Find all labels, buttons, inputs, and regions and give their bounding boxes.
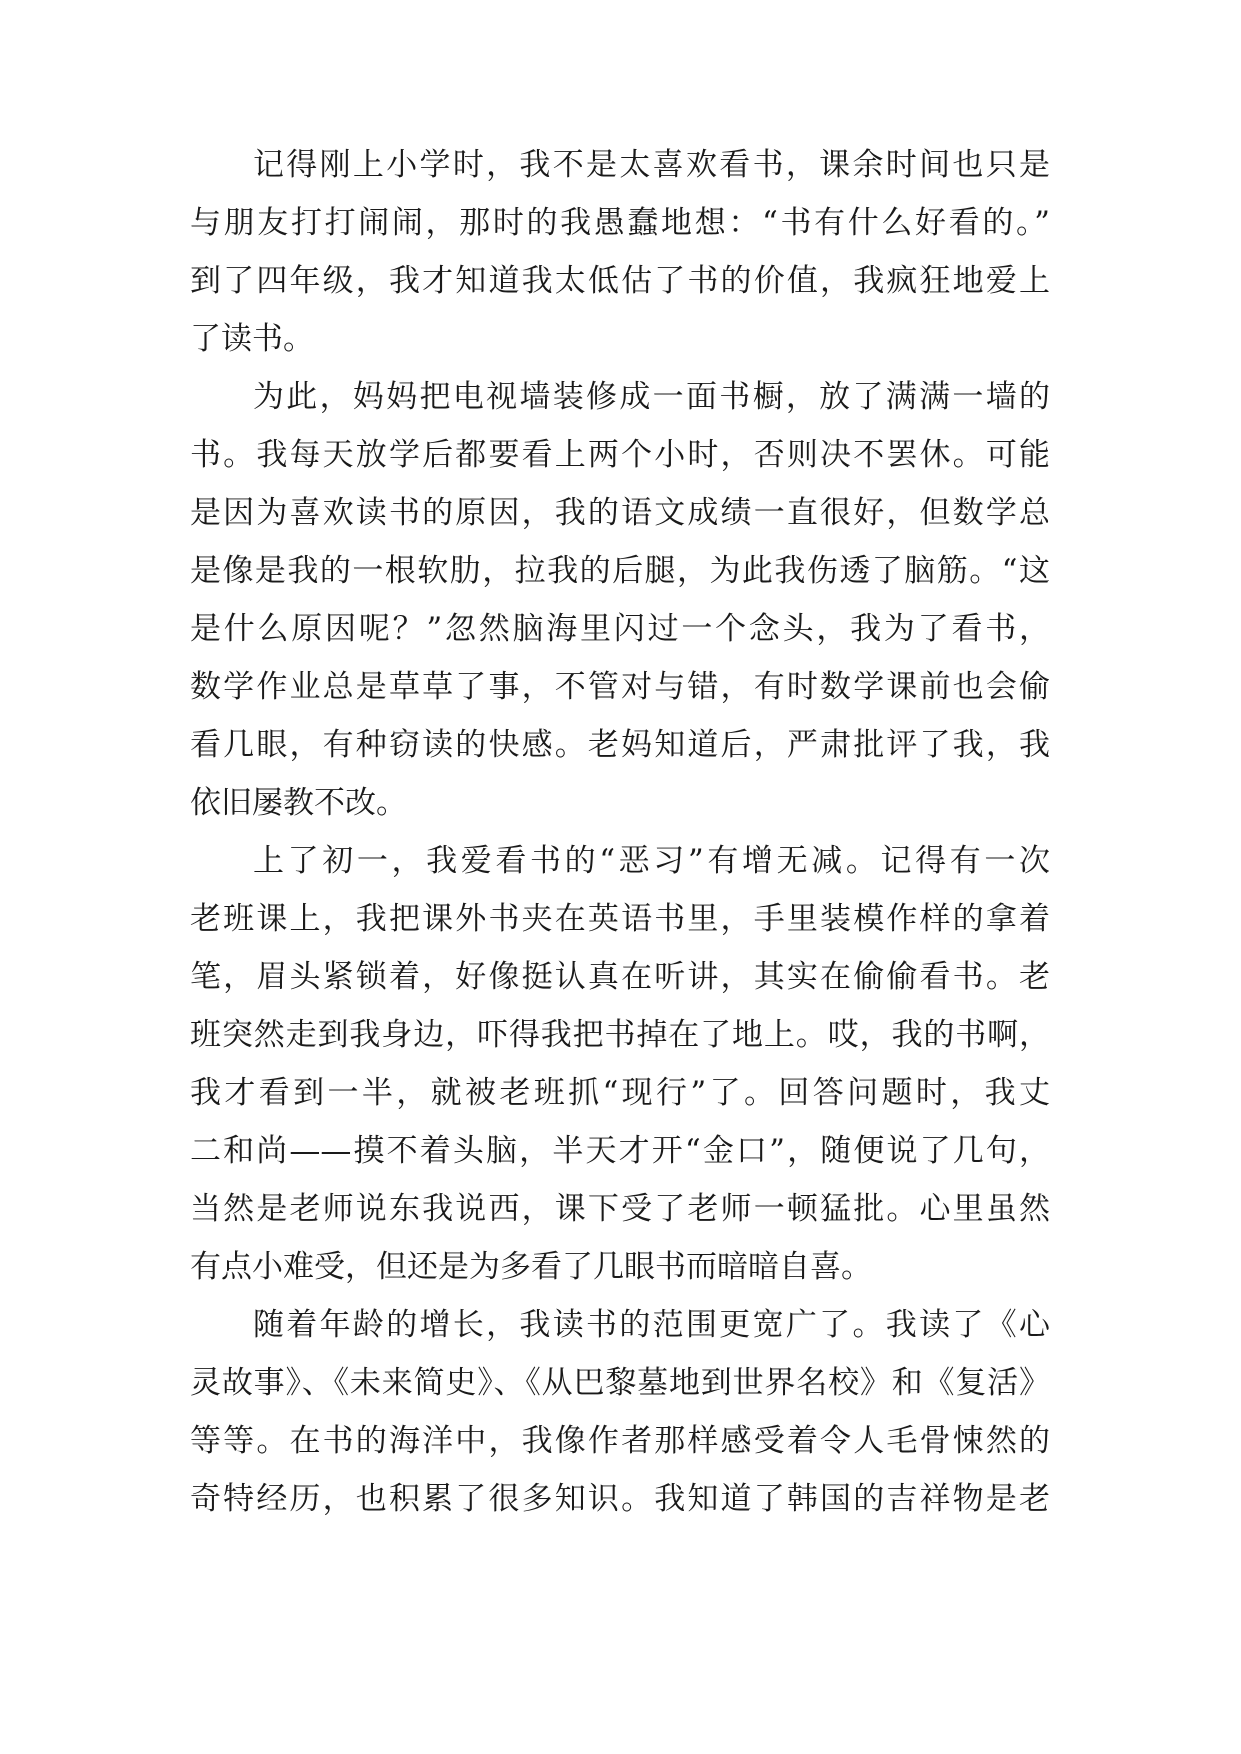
text-line: 为此，妈妈把电视墙装修成一面书橱，放了满满一墙的	[253, 379, 1050, 415]
text-line: 了读书。	[190, 321, 314, 357]
text-line: 老班课上，我把课外书夹在英语书里，手里装模作样的拿着	[190, 901, 1050, 937]
text-line: 书。我每天放学后都要看上两个小时，否则决不罢休。可能	[190, 437, 1050, 473]
text-line: 奇特经历，也积累了很多知识。我知道了韩国的吉祥物是老	[190, 1481, 1050, 1517]
text-line: 等等。在书的海洋中，我像作者那样感受着令人毛骨悚然的	[190, 1423, 1050, 1459]
text-line: 二和尚——摸不着头脑，半天才开“金口”，随便说了几句，	[190, 1133, 1050, 1169]
text-line: 是因为喜欢读书的原因，我的语文成绩一直很好，但数学总	[190, 495, 1050, 531]
text-line: 随着年龄的增长，我读书的范围更宽广了。我读了《心	[253, 1307, 1050, 1343]
text-line: 上了初一，我爱看书的“恶习”有增无减。记得有一次	[253, 843, 1050, 879]
text-line: 班突然走到我身边，吓得我把书掉在了地上。哎，我的书啊，	[190, 1017, 1050, 1053]
text-line: 灵故事》、《未来简史》、《从巴黎墓地到世界名校》和《复活》	[190, 1365, 1050, 1401]
text-line: 笔，眉头紧锁着，好像挺认真在听讲，其实在偷偷看书。老	[190, 959, 1050, 995]
text-line: 我才看到一半，就被老班抓“现行”了。回答问题时，我丈	[190, 1075, 1050, 1111]
text-line: 有点小难受，但还是为多看了几眼书而暗暗自喜。	[190, 1249, 872, 1285]
text-line: 依旧屡教不改。	[190, 785, 407, 821]
text-line: 与朋友打打闹闹，那时的我愚蠢地想：“书有什么好看的。”	[190, 205, 1050, 241]
text-line: 记得刚上小学时，我不是太喜欢看书，课余时间也只是	[253, 147, 1050, 183]
text-line: 看几眼，有种窃读的快感。老妈知道后，严肃批评了我，我	[190, 727, 1050, 763]
text-line: 数学作业总是草草了事，不管对与错，有时数学课前也会偷	[190, 669, 1050, 705]
text-line: 是什么原因呢？”忽然脑海里闪过一个念头，我为了看书，	[190, 611, 1050, 647]
text-line: 到了四年级，我才知道我太低估了书的价值，我疯狂地爱上	[190, 263, 1050, 299]
text-line: 是像是我的一根软肋，拉我的后腿，为此我伤透了脑筋。“这	[190, 553, 1050, 589]
text-line: 当然是老师说东我说西，课下受了老师一顿猛批。心里虽然	[190, 1191, 1050, 1227]
